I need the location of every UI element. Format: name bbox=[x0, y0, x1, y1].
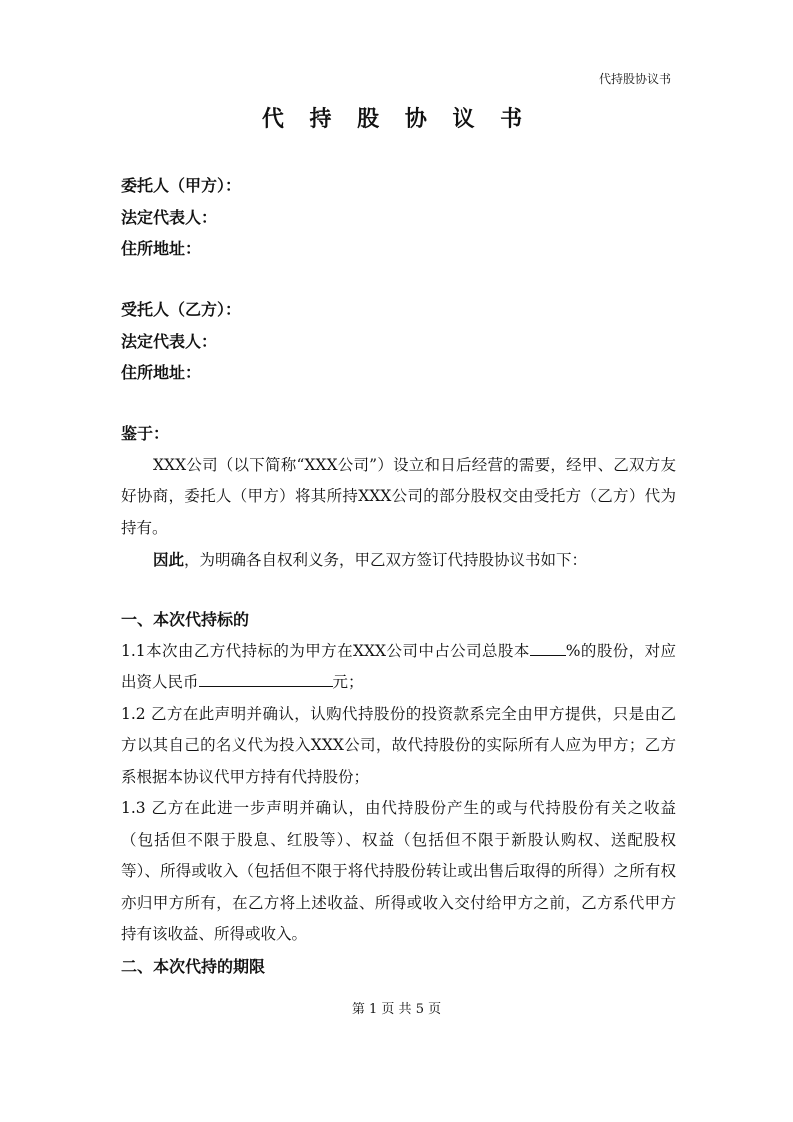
page-number: 第 1 页 共 5 页 bbox=[351, 1002, 442, 1017]
party-b-label: 受托人（乙方）： bbox=[121, 300, 242, 319]
clause-1-2: 1.2 乙方在此声明并确认，认购代持股份的投资款系完全由甲方提供，只是由乙方以其自己的名义代为投入XXX公司，故代持股份的实际所有人应为甲方；乙方系根据本协议代甲方持有代持股份； bbox=[121, 704, 676, 786]
section-1-heading: 一、本次代持标的 bbox=[121, 610, 250, 629]
therefore-lead: 因此 bbox=[153, 550, 185, 569]
therefore-paragraph bbox=[121, 544, 676, 577]
party-b-block bbox=[121, 294, 676, 389]
section-2-heading: 二、本次代持的期限 bbox=[121, 956, 266, 976]
party-a-block bbox=[121, 170, 676, 265]
party-b-rep-label: 法定代表人： bbox=[121, 331, 218, 351]
clause-1-1 bbox=[121, 636, 676, 699]
clause-1-1-text-b: %的股份，对应出资人民币 bbox=[121, 641, 676, 691]
therefore-text: ，为明确各自权利义务，甲乙双方签订代持股协议书如下： bbox=[184, 551, 588, 569]
party-a-address-label: 住所地址： bbox=[121, 239, 202, 258]
running-header: 代持股协议书 bbox=[598, 72, 671, 86]
party-a-rep-label: 法定代表人： bbox=[121, 207, 218, 227]
clause-1-1-text-a: 1.1本次由乙方代持标的为甲方在XXX公司中占公司总股本 bbox=[121, 641, 530, 660]
party-b-address-label: 住所地址： bbox=[121, 363, 202, 382]
clause-1-3: 1.3 乙方在此进一步声明并确认，由代持股份产生的或与代持股份有关之收益（包括但不限于股息、红股等）、权益（包括但不限于新股认购权、送配股权等）、所得或收入（包括但不限于将代持股份转让或出售后取得的所得）之所有权亦归甲方所有，在乙方将上述收益、所得或收入交付给甲方之前，乙方系代甲方持有该收益、所得或收入。 bbox=[121, 799, 676, 943]
party-a-label: 委托人（甲方）： bbox=[121, 176, 242, 195]
clause-1-1-text-c: 元； bbox=[332, 673, 364, 691]
section-1 bbox=[121, 604, 676, 982]
document-title: 代 持 股 协 议 书 bbox=[261, 106, 532, 132]
whereas-block bbox=[121, 418, 676, 577]
whereas-paragraph: XXX公司（以下简称“XXX公司”）设立和日后经营的需要，经甲、乙双方友好协商，委托人（甲方）将其所持XXX公司的部分股权交由受托方（乙方）代为持有。 bbox=[121, 455, 676, 537]
percent-blank bbox=[530, 641, 566, 656]
amount-blank bbox=[199, 672, 333, 687]
whereas-label: 鉴于： bbox=[121, 424, 170, 443]
